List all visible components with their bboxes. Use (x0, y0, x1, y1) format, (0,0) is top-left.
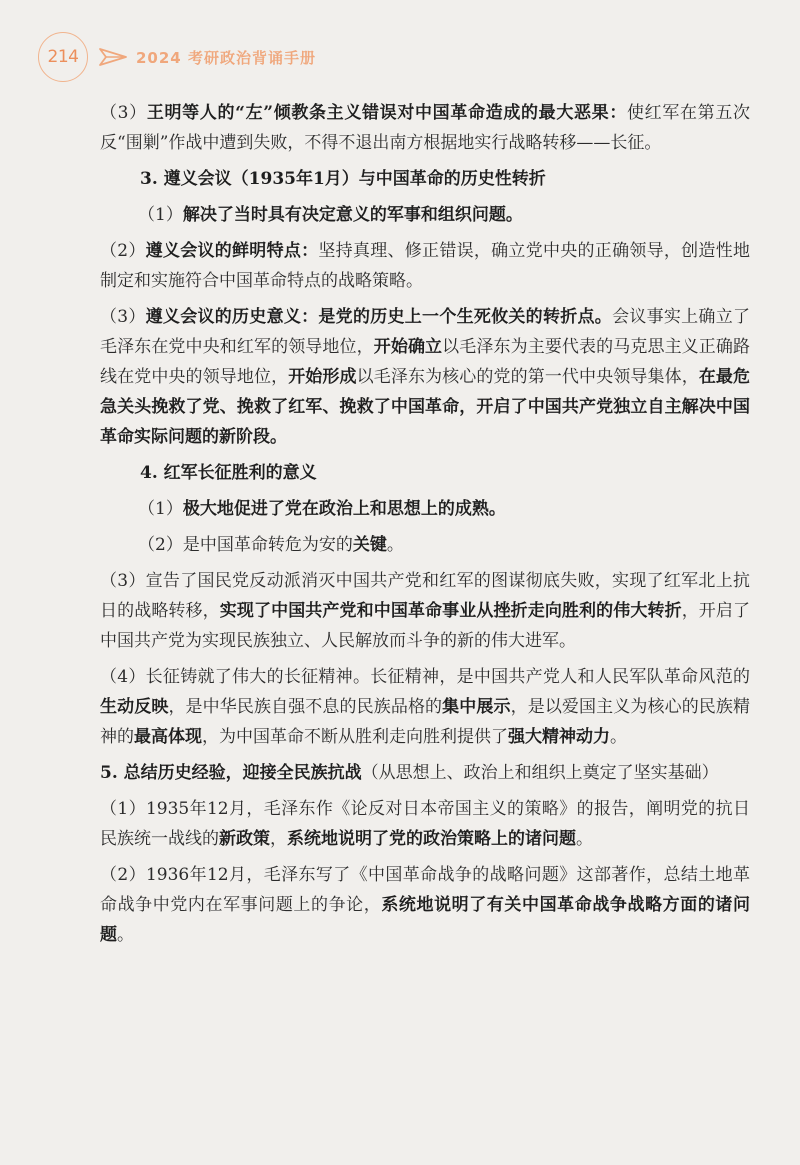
section-heading (100, 164, 750, 194)
text-run: （3） (100, 103, 147, 123)
text-run: 。 (117, 925, 134, 945)
body-text (100, 98, 750, 956)
text-run: 坚持真理、修正错误，确立党中央的正确领导，创造性地制定和实施符合中国革命特点的战略策略。 (100, 241, 750, 291)
paragraph (100, 566, 750, 656)
text-run: （2）是中国革命转危为安的 (138, 535, 353, 555)
text-run: ，开启了中国共产党为实现民族独立、人民解放而斗争的新的伟大进军。 (100, 601, 751, 651)
bold-text: 王明等人的“左”倾教条主义错误对中国革命造成的最大恶果： (146, 103, 627, 123)
text-run: （4）长征铸就了伟大的长征精神。长征精神，是中国共产党人和人民军队革命风范的 (100, 667, 750, 687)
bold-text: 4. 红军长征胜利的意义 (140, 463, 317, 483)
bold-text: 解决了当时具有决定意义的军事和组织问题。 (182, 205, 523, 225)
bold-text: 最高体现 (134, 727, 202, 747)
text-run: （2）1936年12月，毛泽东写了《中国革命战争的战略问题》这部著作，总结土地革命战争中党内在军事问题上的争论， (100, 865, 750, 915)
text-run: （3）宣告了国民党反动派消灭中国共产党和红军的图谋彻底失败，实现了红军北上抗日的战略转移， (100, 571, 750, 621)
bold-text: 在最危急关头挽救了党、挽救了红军、挽救了中国革命，开启了中国共产党独立自主解决中国革命实际问题的新阶段。 (100, 367, 751, 447)
section-heading (100, 758, 750, 788)
paragraph (100, 530, 750, 560)
text-run: 以毛泽东为核心的党的第一代中央领导集体， (356, 367, 699, 387)
text-run: （从思想上、政治上和组织上奠定了坚实基础） (361, 763, 719, 783)
book-title: 2024 考研政治背诵手册 (136, 48, 316, 67)
bold-text: 极大地促进了党在政治上和思想上的成熟。 (182, 499, 506, 519)
paragraph (100, 794, 750, 854)
text-run: ， (270, 829, 287, 849)
bold-text: 开始形成 (288, 367, 357, 387)
bold-text: 遵义会议的鲜明特点： (145, 241, 319, 261)
paragraph (100, 236, 750, 296)
paragraph (100, 662, 750, 752)
text-run: （1）1935年12月，毛泽东作《论反对日本帝国主义的策略》的报告，阐明党的抗日民族统一战线的 (100, 799, 750, 849)
text-run: （3） (100, 307, 146, 327)
bold-text: 新政策 (219, 829, 270, 849)
bold-text: 3. 遵义会议（1935年1月）与中国革命的历史性转折 (140, 169, 546, 189)
paragraph (100, 494, 750, 524)
text-run: 使红军在第五次反“围剿”作战中遭到失败，不得不退出南方根据地实行战略转移——长征。 (100, 103, 750, 153)
bold-text: 强大精神动力 (508, 727, 610, 747)
page-number: 214 (38, 32, 88, 82)
text-run: ，是以爱国主义为核心的民族精神的 (100, 697, 751, 747)
paper-plane-icon (98, 45, 128, 69)
text-run: ，是中华民族自强不息的民族品格的 (168, 697, 443, 717)
bold-text: 实现了中国共产党和中国革命事业从挫折走向胜利的伟大转折 (219, 601, 682, 621)
paragraph (100, 860, 750, 950)
bold-text: 集中展示 (442, 697, 511, 717)
paragraph (100, 200, 750, 230)
text-run: 。 (576, 829, 593, 849)
bold-text: 关键 (352, 535, 387, 555)
text-run: 。 (386, 535, 404, 555)
bold-text: 系统地说明了有关中国革命战争战略方面的诸问题 (100, 895, 751, 945)
bold-text: 生动反映 (100, 697, 169, 717)
page-header (38, 32, 316, 82)
text-run: （1） (138, 499, 183, 519)
bold-text: 5. 总结历史经验，迎接全民族抗战 (100, 763, 362, 783)
paragraph (100, 302, 750, 452)
section-heading (100, 458, 750, 488)
text-run: 。 (610, 727, 627, 747)
text-run: （1） (138, 205, 183, 225)
text-run: ，为中国革命不断从胜利走向胜利提供了 (202, 727, 508, 747)
bold-text: 系统地说明了党的政治策略上的诸问题 (287, 829, 576, 849)
text-run: （2） (100, 241, 146, 261)
text-run: 会议事实上确立了毛泽东在党中央和红军的领导地位， (100, 307, 750, 357)
paragraph (100, 98, 750, 158)
bold-text: 开始确立 (373, 337, 443, 357)
bold-text: 遵义会议的历史意义：是党的历史上一个生死攸关的转折点。 (145, 307, 613, 327)
text-run: 以毛泽东为主要代表的马克思主义正确路线在党中央的领导地位， (100, 337, 751, 387)
